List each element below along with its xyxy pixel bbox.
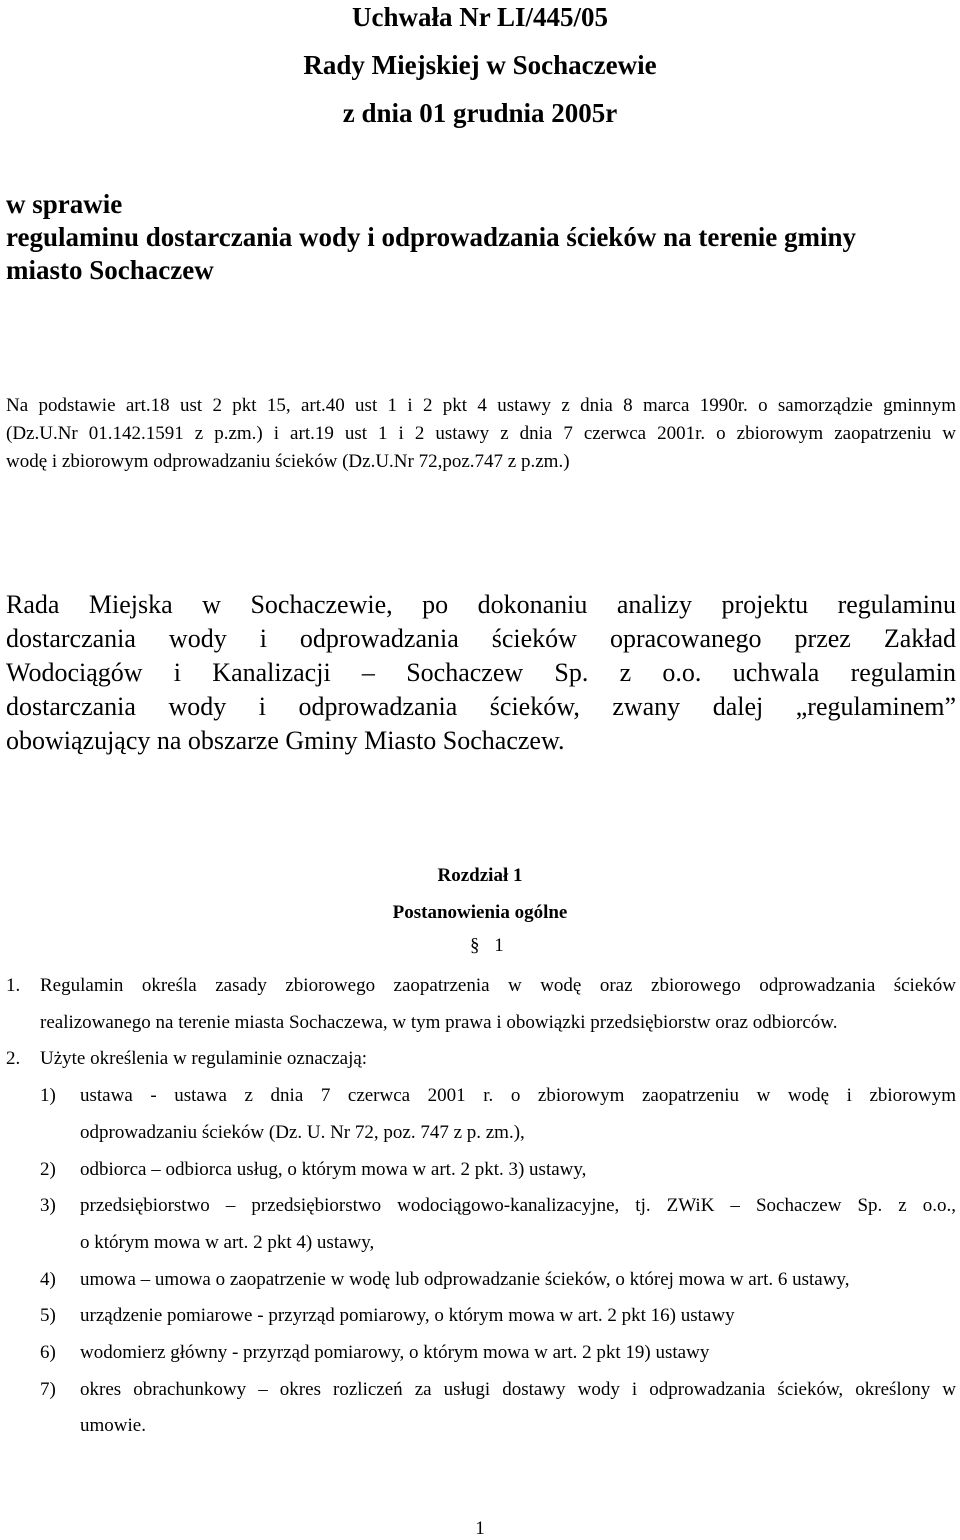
- section-symbol: §: [470, 935, 480, 956]
- council-name: Rady Miejskiej w Sochaczewie: [303, 50, 657, 80]
- definition-2-text: odbiorca – odbiorca usług, o którym mowa w art. 2 pkt. 3) ustawy,: [80, 1159, 587, 1180]
- definition-6-text: wodomierz główny - przyrząd pomiarowy, o którym mowa w art. 2 pkt 19) ustawy: [80, 1342, 710, 1363]
- definition-4-number: 4): [40, 1269, 56, 1290]
- resolution-subject: [6, 188, 956, 287]
- chapter-title: Rozdział 1: [437, 865, 523, 886]
- definition-7-number: 7): [40, 1379, 56, 1400]
- resolution-line-5: obowiązujący na obszarze Gminy Miasto Sochaczew.: [6, 726, 565, 755]
- section-heading: [470, 932, 504, 960]
- legal-basis: [6, 392, 956, 476]
- legal-basis-line-2: (Dz.U.Nr 01.142.1591 z p.zm.) i art.19 ust 1 i 2 ustawy z dnia 7 czerwca 2001r. o zbiorowym zaopatrzeniu w: [6, 423, 956, 444]
- definition-1-line-2: odprowadzaniu ścieków (Dz. U. Nr 72, poz. 747 z p. zm.),: [80, 1122, 525, 1143]
- subject-line-3: miasto Sochaczew: [6, 255, 214, 285]
- page-number: 1: [475, 1518, 485, 1539]
- definition-1-line-1: ustawa - ustawa z dnia 7 czerwca 2001 r. o zbiorowym zaopatrzeniu w wodę i zbiorowym: [80, 1085, 956, 1106]
- section-number: 1: [494, 935, 504, 956]
- paragraph-1-line-1: Regulamin określa zasady zbiorowego zaopatrzenia w wodę oraz zbiorowego odprowadzania ścieków: [40, 975, 956, 996]
- definition-7-line-1: okres obrachunkowy – okres rozliczeń za usługi dostawy wody i odprowadzania ścieków, określony w: [80, 1379, 956, 1400]
- definition-5-number: 5): [40, 1305, 56, 1326]
- resolution-line-1: Rada Miejska w Sochaczewie, po dokonaniu analizy projektu regulaminu: [6, 590, 956, 619]
- resolution-line-2: dostarczania wody i odprowadzania ścieków opracowanego przez Zakład: [6, 624, 956, 653]
- paragraph-2-text: Użyte określenia w regulaminie oznaczają:: [40, 1048, 368, 1069]
- definition-6-number: 6): [40, 1342, 56, 1363]
- definition-4-text: umowa – umowa o zaopatrzenie w wodę lub odprowadzanie ścieków, o której mowa w art. 6 ustawy,: [80, 1269, 850, 1290]
- definition-3-number: 3): [40, 1195, 56, 1216]
- legal-basis-line-3: wodę i zbiorowym odprowadzaniu ścieków (Dz.U.Nr 72,poz.747 z p.zm.): [6, 451, 570, 472]
- legal-basis-line-1: Na podstawie art.18 ust 2 pkt 15, art.40 ust 1 i 2 pkt 4 ustawy z dnia 8 marca 1990r. o samorządzie gminnym: [6, 395, 956, 416]
- definition-3-line-1: przedsiębiorstwo – przedsiębiorstwo wodociągowo-kanalizacyjne, tj. ZWiK – Sochaczew Sp. z o.o.,: [80, 1195, 956, 1216]
- definition-5-text: urządzenie pomiarowe - przyrząd pomiarowy, o którym mowa w art. 2 pkt 16) ustawy: [80, 1305, 735, 1326]
- definition-2-number: 2): [40, 1159, 56, 1180]
- resolution-line-3: Wodociągów i Kanalizacji – Sochaczew Sp. z o.o. uchwala regulamin: [6, 658, 956, 687]
- paragraph-2-number: 2.: [6, 1048, 21, 1069]
- paragraph-1-number: 1.: [6, 975, 21, 996]
- definition-1-number: 1): [40, 1085, 56, 1106]
- definition-3-line-2: o którym mowa w art. 2 pkt 4) ustawy,: [80, 1232, 375, 1253]
- resolution-statement: [6, 588, 956, 758]
- subject-line-2: regulaminu dostarczania wody i odprowadzania ścieków na terenie gminy: [6, 222, 857, 252]
- resolution-title: Uchwała Nr LI/445/05: [351, 2, 608, 32]
- definition-7-line-2: umowie.: [80, 1415, 146, 1436]
- subject-line-1: w sprawie: [6, 189, 123, 219]
- resolution-date: z dnia 01 grudnia 2005r: [342, 98, 618, 128]
- resolution-line-4: dostarczania wody i odprowadzania ścieków, zwany dalej „regulaminem”: [6, 692, 956, 721]
- paragraph-1-line-2: realizowanego na terenie miasta Sochaczewa, w tym prawa i obowiązki przedsiębiorstw oraz odbiorców.: [40, 1012, 838, 1033]
- chapter-subtitle: Postanowienia ogólne: [392, 902, 568, 923]
